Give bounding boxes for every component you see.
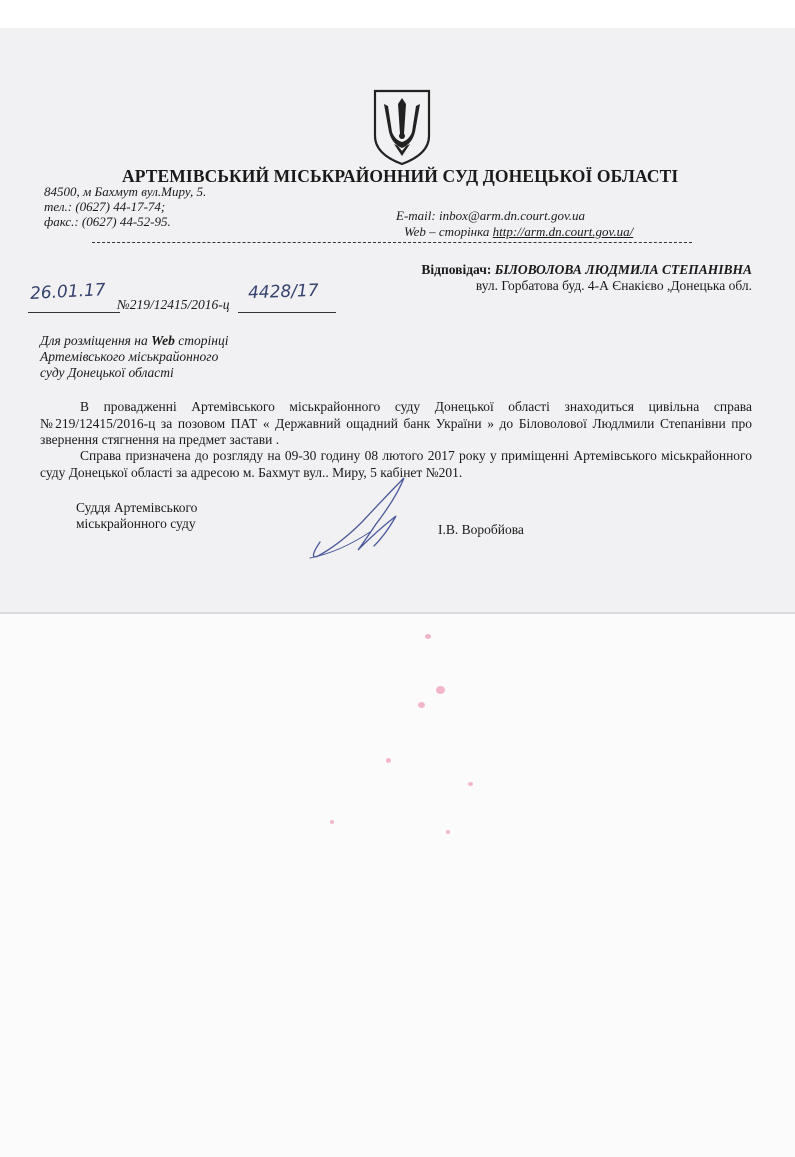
stain-mark xyxy=(386,758,391,763)
judge-title-line-1: Суддя Артемівського xyxy=(76,500,198,515)
stain-mark xyxy=(425,634,431,639)
respondent-name: БІЛОВОЛОВА ЛЮДМИЛА СТЕПАНІВНА xyxy=(494,262,752,277)
court-phone: тел.: (0627) 44-17-74; xyxy=(44,199,166,214)
placement-line-1 xyxy=(40,333,228,349)
stain-mark xyxy=(446,830,450,834)
judge-title-line-2: міськрайонного суду xyxy=(76,516,196,531)
handwritten-outgoing-number: 4428/17 xyxy=(247,280,319,304)
handwritten-signature xyxy=(300,472,430,567)
respondent-label: Відповідач: xyxy=(421,262,495,277)
placement-suffix: сторінці xyxy=(174,333,229,348)
court-fax: факс.: (0627) 44-52-95. xyxy=(44,214,171,229)
respondent-address: вул. Горбатова буд. 4-А Єнакієво ,Донецька обл. xyxy=(475,278,752,293)
court-title: АРТЕМІВСЬКИЙ МІСЬКРАЙОННИЙ СУД ДОНЕЦЬКОЇ ОБЛАСТІ xyxy=(122,166,679,186)
placement-line-2: Артемівського міськрайонного xyxy=(40,349,219,364)
placement-web: Web xyxy=(151,333,175,348)
court-website xyxy=(404,224,633,240)
court-email: E-mail: inbox@arm.dn.court.gov.ua xyxy=(396,208,585,223)
header-divider xyxy=(92,242,692,243)
registration-underline xyxy=(28,312,120,313)
website-label: Web – сторінка xyxy=(404,224,493,239)
registration-underline xyxy=(238,312,336,313)
stain-mark xyxy=(468,782,473,786)
handwritten-date: 26.01.17 xyxy=(29,280,107,304)
court-address: 84500, м Бахмут вул.Миру, 5. xyxy=(44,184,207,199)
stain-mark xyxy=(436,686,445,694)
placement-prefix: Для розміщення на xyxy=(40,333,152,348)
stain-mark xyxy=(330,820,334,824)
case-paragraph: В провадженні Артемівського міськрайонного суду Донецької області знаходиться цивільна справа №219/12415/2016-ц за позовом ПАТ « Державний ощадний банк України » до Біловолової Людлмили Степанівни про звернення стягнення на предмет застави . xyxy=(40,399,752,447)
registration-number: №219/12415/2016-ц xyxy=(117,297,230,312)
website-link[interactable]: http://arm.dn.court.gov.ua/ xyxy=(492,224,634,239)
placement-line-3: суду Донецької області xyxy=(40,365,174,380)
respondent-line xyxy=(421,262,752,278)
blank-lower-area xyxy=(0,614,795,1157)
coat-of-arms-icon xyxy=(372,88,432,166)
stain-mark xyxy=(418,702,425,708)
hearing-paragraph: Справа призначена до розгляду на 09-30 годину 08 лютого 2017 року у приміщенні Артемівського міськрайонного суду Донецької області за адресою м. Бахмут вул.. Миру, 5 кабінет №201. xyxy=(40,448,752,480)
judge-name: І.В. Воробйова xyxy=(438,522,524,537)
